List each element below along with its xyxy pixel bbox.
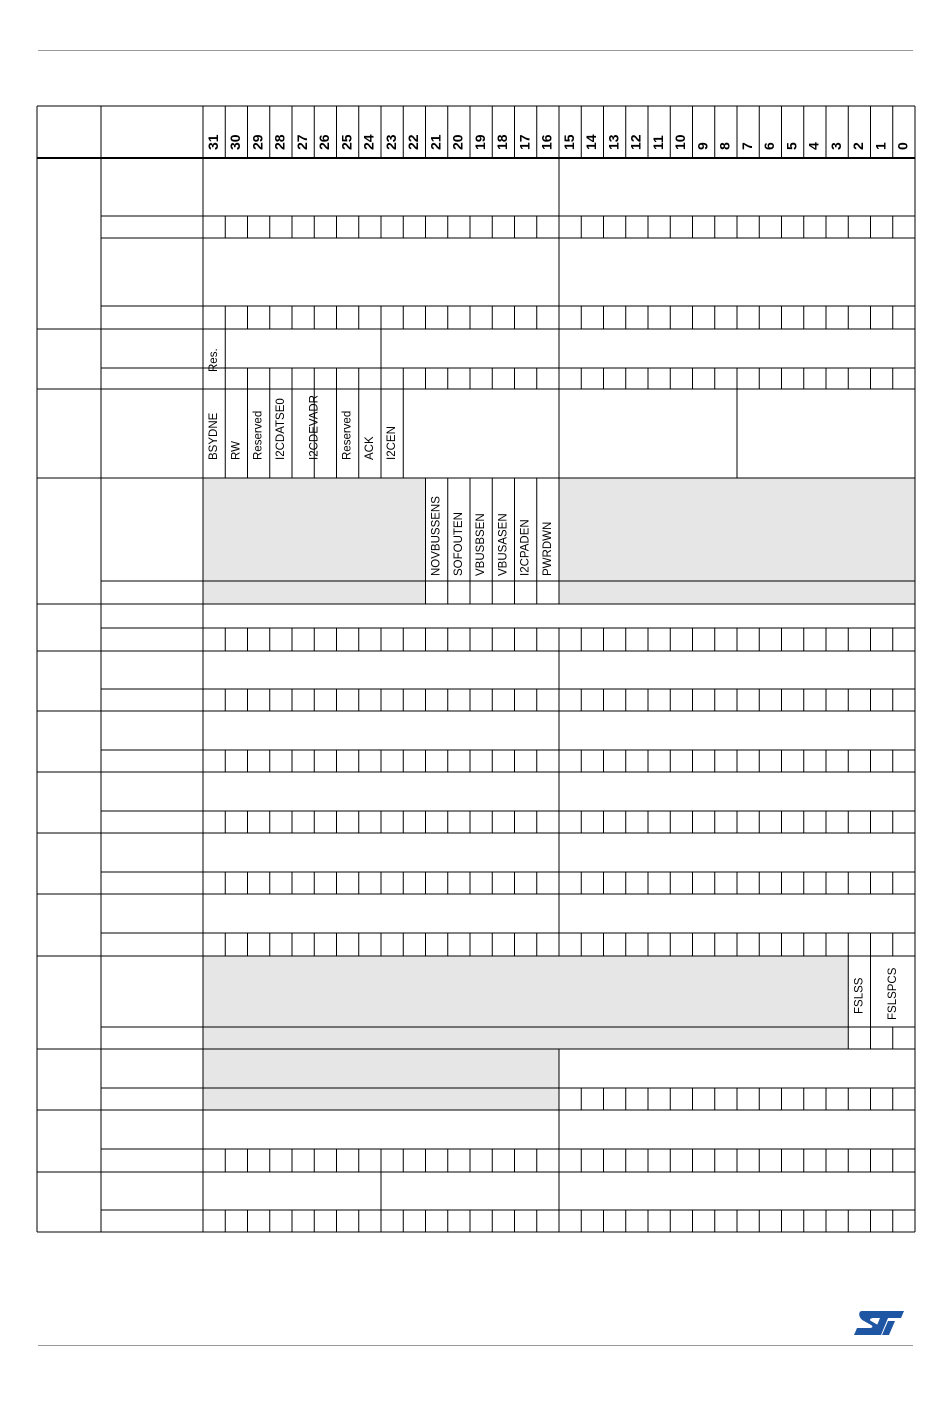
bit-header-13: 13 <box>605 134 622 150</box>
bit-header-20: 20 <box>449 134 466 150</box>
bit-header-2: 2 <box>850 142 867 150</box>
bit-header-19: 19 <box>471 134 488 150</box>
bit-header-8: 8 <box>716 142 733 150</box>
reserved-area <box>203 478 426 604</box>
reserved-area <box>203 956 848 1049</box>
field-label-res: Res. <box>208 348 221 372</box>
reserved-area <box>203 1049 559 1110</box>
field-label-vbusasen: VBUSASEN <box>497 513 510 576</box>
bit-header-10: 10 <box>672 134 689 150</box>
field-label-reserved_25: Reserved <box>341 410 354 460</box>
bit-header-1: 1 <box>872 142 889 150</box>
field-label-i2cdevadr: I2CDEVADR <box>308 395 321 460</box>
bit-header-28: 28 <box>271 134 288 150</box>
field-label-rw: RW <box>230 441 243 460</box>
bit-header-25: 25 <box>338 134 355 150</box>
field-label-vbusbsen: VBUSBSEN <box>475 513 488 576</box>
bit-header-26: 26 <box>316 134 333 150</box>
bit-header-6: 6 <box>761 142 778 150</box>
field-label-novbussens: NOVBUSSENS <box>430 496 443 576</box>
bit-header-0: 0 <box>894 142 911 150</box>
bit-header-29: 29 <box>249 134 266 150</box>
field-label-ack: ACK <box>363 436 376 460</box>
bit-header-3: 3 <box>827 142 844 150</box>
bit-header-12: 12 <box>627 134 644 150</box>
field-label-i2cdatse0: I2CDATSE0 <box>274 398 287 460</box>
bit-header-7: 7 <box>738 142 755 150</box>
st-logo-icon <box>852 1309 906 1337</box>
bit-header-27: 27 <box>293 134 310 150</box>
field-label-i2cpaden: I2CPADEN <box>519 519 532 576</box>
bit-header-15: 15 <box>560 134 577 150</box>
bit-header-14: 14 <box>583 134 600 150</box>
bottom-rule <box>38 1345 913 1346</box>
bit-header-24: 24 <box>360 134 377 150</box>
bit-header-18: 18 <box>494 134 511 150</box>
bit-header-31: 31 <box>204 134 221 150</box>
bit-header-30: 30 <box>227 134 244 150</box>
bit-header-22: 22 <box>405 134 422 150</box>
field-label-i2cen: I2CEN <box>386 426 399 460</box>
bit-header-21: 21 <box>427 134 444 150</box>
bit-header-9: 9 <box>694 142 711 150</box>
field-label-reserved_29: Reserved <box>252 410 265 460</box>
field-label-bsydne: BSYDNE <box>208 412 221 460</box>
bit-header-16: 16 <box>538 134 555 150</box>
reserved-area <box>559 478 915 604</box>
field-label-pwrdwn: PWRDWN <box>541 521 554 576</box>
field-label-fslss: FSLSS <box>853 977 866 1014</box>
bit-header-17: 17 <box>516 134 533 150</box>
field-label-fslspcs: FSLSPCS <box>886 967 899 1020</box>
field-label-sofouten: SOFOUTEN <box>452 512 465 576</box>
bit-header-4: 4 <box>805 142 822 150</box>
bit-header-11: 11 <box>649 135 666 150</box>
bit-header-5: 5 <box>783 142 800 150</box>
bit-header-23: 23 <box>382 134 399 150</box>
